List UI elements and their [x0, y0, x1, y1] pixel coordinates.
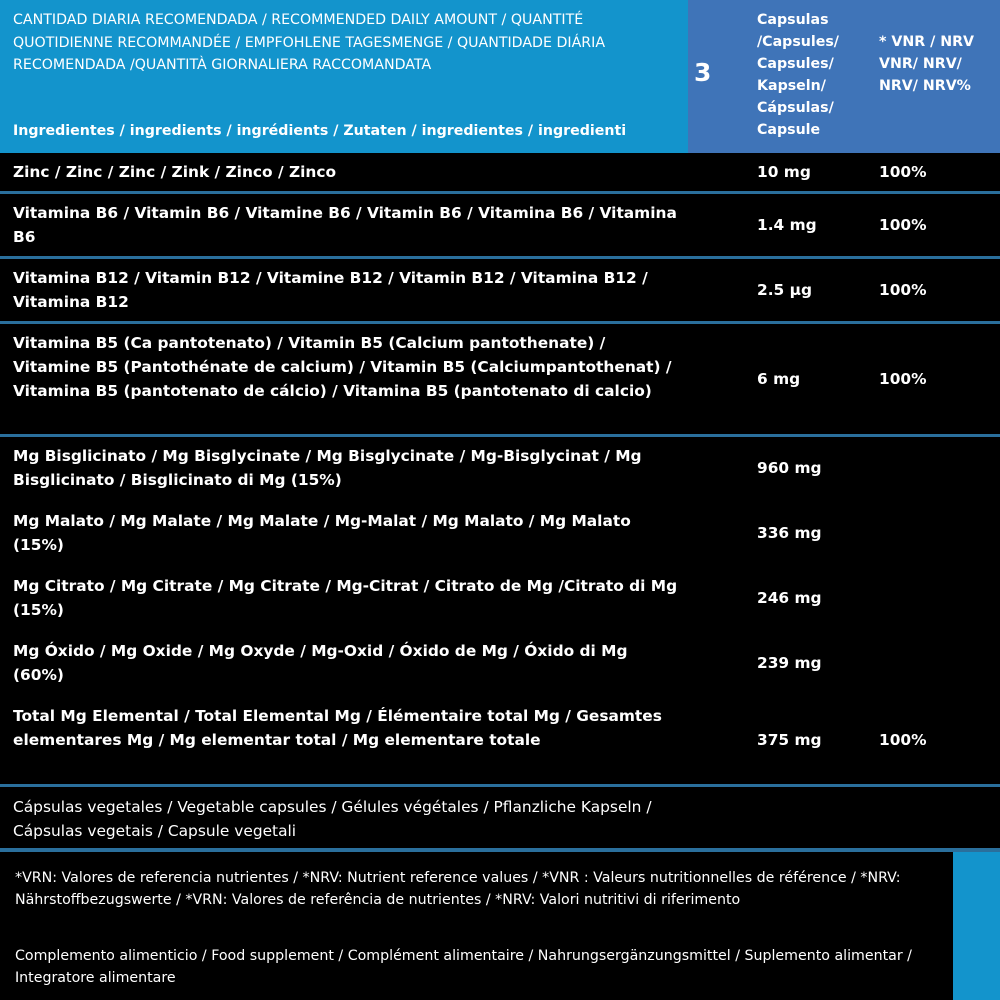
capsules-heading: Capsulas /Capsules/ Capsules/ Kapseln/ Cápsulas/ Capsule: [757, 12, 839, 138]
capsule-count: 3: [694, 58, 712, 87]
ingredient-name: Mg Óxido / Mg Oxide / Mg Oxyde / Mg-Oxid / Óxido de Mg / Óxido di Mg (60%): [13, 642, 628, 684]
ingredient-nrv: 100%: [879, 163, 927, 181]
ingredient-name: Mg Malato / Mg Malate / Mg Malate / Mg-Malat / Mg Malato / Mg Malato (15%): [13, 512, 631, 554]
row-divider: [0, 321, 1000, 324]
ingredient-amount: 960 mg: [757, 459, 822, 477]
ingredient-nrv: 100%: [879, 731, 927, 749]
supplement-note: Complemento alimenticio / Food supplement / Complément alimentaire / Nahrungsergänzungsmittel / Suplemento alimentar / Integratore alimentare: [15, 948, 912, 986]
ingredient-nrv: 100%: [879, 281, 927, 299]
ingredient-name: Zinc / Zinc / Zinc / Zink / Zinco / Zinco: [13, 163, 337, 181]
nrv-heading: * VNR / NRV VNR/ NRV/ NRV/ NRV%: [879, 34, 974, 94]
ingredient-amount: 246 mg: [757, 589, 822, 607]
ingredient-amount: 239 mg: [757, 654, 822, 672]
ingredient-amount: 336 mg: [757, 524, 822, 542]
ingredient-amount: 375 mg: [757, 731, 822, 749]
ingredient-nrv: 100%: [879, 216, 927, 234]
ingredient-amount: 6 mg: [757, 370, 801, 388]
row-divider: [0, 256, 1000, 259]
ingredient-name: Mg Citrato / Mg Citrate / Mg Citrate / Mg-Citrat / Citrato de Mg /Citrato di Mg (15%): [13, 577, 678, 619]
row-divider: [0, 191, 1000, 194]
ingredient-amount: 10 mg: [757, 163, 811, 181]
ingredient-name: Vitamina B12 / Vitamin B12 / Vitamine B12 / Vitamin B12 / Vitamina B12 / Vitamina B12: [13, 269, 648, 311]
ingredient-name: Total Mg Elemental / Total Elemental Mg / Élémentaire total Mg / Gesamtes elementares Mg / Mg elementar total / Mg elementare totale: [13, 707, 662, 749]
capsules-note: Cápsulas vegetales / Vegetable capsules / Gélules végétales / Pflanzliche Kapseln / Cápsulas vegetais / Capsule vegetali: [13, 798, 652, 840]
row-divider: [0, 434, 1000, 437]
ingredient-name: Mg Bisglicinato / Mg Bisglycinate / Mg Bisglycinate / Mg-Bisglycinat / Mg Bisglicinato / Bisglicinato di Mg (15%): [13, 447, 642, 489]
ingredient-amount: 1.4 mg: [757, 216, 817, 234]
ingredient-name: Vitamina B6 / Vitamin B6 / Vitamine B6 / Vitamin B6 / Vitamina B6 / Vitamina B6: [13, 204, 677, 246]
nrv-footnote: *VRN: Valores de referencia nutrientes / *NRV: Nutrient reference values / *VNR : Valeurs nutritionnelles de référence / *NRV: Nährstoffbezugswerte / *VRN: Valores de referência de nutrientes / *NRV: Valori nutritivi di riferimento: [15, 870, 901, 908]
ingredient-amount: 2.5 µg: [757, 281, 812, 299]
ingredient-name: Vitamina B5 (Ca pantotenato) / Vitamin B5 (Calcium pantothenate) / Vitamine B5 (Pantothénate de calcium) / Vitamin B5 (Calciumpantothenat) / Vitamina B5 (pantotenato de cálcio) / Vitamina B5 (pantotenato di calcio): [13, 334, 672, 400]
footer-accent-bar: [953, 852, 1000, 1000]
ingredients-heading: Ingredientes / ingredients / ingrédients / Zutaten / ingredientes / ingredienti: [13, 123, 627, 139]
ingredient-nrv: 100%: [879, 370, 927, 388]
daily-amount-heading: CANTIDAD DIARIA RECOMENDADA / RECOMMENDED DAILY AMOUNT / QUANTITÉ QUOTIDIENNE RECOMMANDÉE / EMPFOHLENE TAGESMENGE / QUANTIDADE DIÁRIA RECOMENDADA /QUANTITÀ GIORNALIERA RACCOMANDATA: [13, 12, 606, 73]
row-divider: [0, 784, 1000, 787]
